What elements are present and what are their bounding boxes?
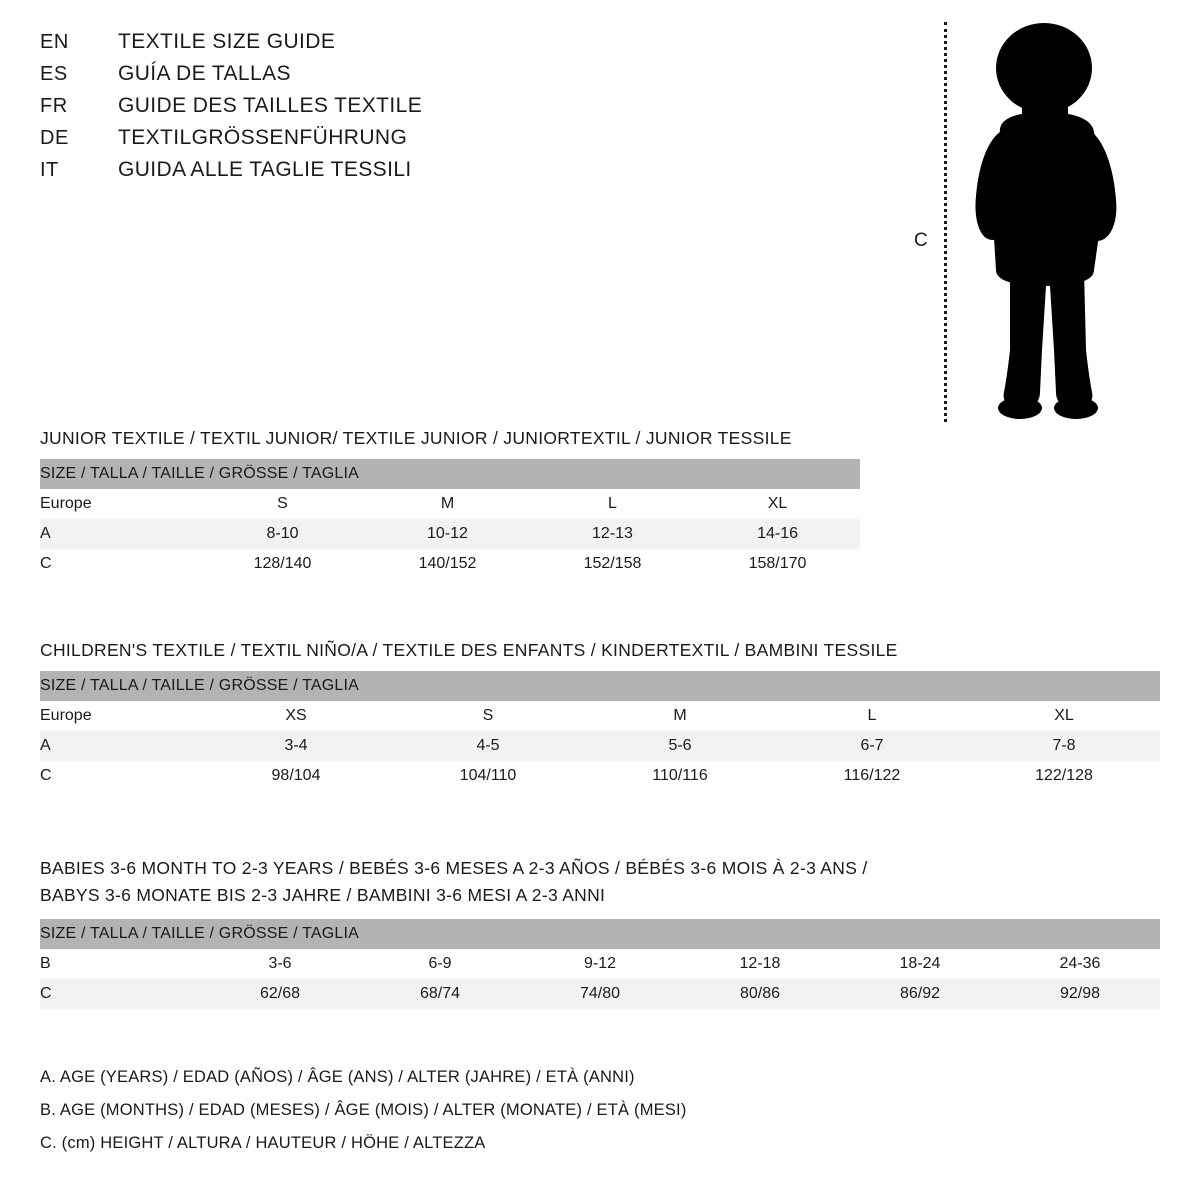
table-row [40,549,860,579]
row-label: A [40,519,200,549]
table-header-bar [40,671,1160,701]
table-row [40,701,1160,731]
cell-value: 12-13 [530,519,695,549]
cell-value: 14-16 [695,519,860,549]
height-dotted-line [944,22,947,422]
row-label: C [40,761,200,791]
table-header-bar [40,919,1160,949]
footnotes-block [40,1068,1160,1167]
footnote-a: A. AGE (YEARS) / EDAD (AÑOS) / ÂGE (ANS) / ALTER (JAHRE) / ETÀ (ANNI) [40,1068,635,1086]
language-code: ES [40,63,68,85]
cell-value: XL [695,489,860,519]
table-header-label: SIZE / TALLA / TAILLE / GRÖSSE / TAGLIA [40,459,860,489]
cell-value: L [776,701,968,731]
table-header-label: SIZE / TALLA / TAILLE / GRÖSSE / TAGLIA [40,671,1160,701]
section-childrens-textile [40,640,1160,791]
language-code: FR [40,95,68,117]
cell-value: 86/92 [840,979,1000,1009]
footnote-b: B. AGE (MONTHS) / EDAD (MESES) / ÂGE (MOIS) / ALTER (MONATE) / ETÀ (MESI) [40,1101,687,1119]
language-title: GUIDE DES TAILLES TEXTILE [118,94,423,117]
cell-value: 110/116 [584,761,776,791]
cell-value: 5-6 [584,731,776,761]
section-heading: CHILDREN'S TEXTILE / TEXTIL NIÑO/A / TEXTILE DES ENFANTS / KINDERTEXTIL / BAMBINI TESSILE [40,640,898,660]
language-title-block [40,30,660,190]
child-silhouette-icon [952,20,1152,420]
cell-value: 7-8 [968,731,1160,761]
table-header-bar [40,459,860,489]
language-title: GUIDA ALLE TAGLIE TESSILI [118,158,412,181]
cell-value: XS [200,701,392,731]
cell-value: 3-4 [200,731,392,761]
language-row [40,30,660,62]
row-label: Europe [40,701,200,731]
cell-value: 104/110 [392,761,584,791]
row-label: A [40,731,200,761]
cell-value: 8-10 [200,519,365,549]
cell-value: 9-12 [520,949,680,979]
section-heading: JUNIOR TEXTILE / TEXTIL JUNIOR/ TEXTILE JUNIOR / JUNIORTEXTIL / JUNIOR TESSILE [40,428,792,448]
cell-value: M [365,489,530,519]
childrens-size-table [40,671,1160,791]
language-title: TEXTILGRÖSSENFÜHRUNG [118,126,408,149]
cell-value: 6-9 [360,949,520,979]
measure-label-c: C [914,230,928,251]
table-row [40,979,1160,1009]
section-heading-line1: BABIES 3-6 MONTH TO 2-3 YEARS / BEBÉS 3-6 MESES A 2-3 AÑOS / BÉBÉS 3-6 MOIS À 2-3 ANS / [40,858,868,878]
cell-value: 116/122 [776,761,968,791]
cell-value: 158/170 [695,549,860,579]
row-label: C [40,549,200,579]
cell-value: 80/86 [680,979,840,1009]
section-babies-textile [40,855,1160,1009]
language-code: IT [40,159,59,181]
table-row [40,761,1160,791]
table-header-label: SIZE / TALLA / TAILLE / GRÖSSE / TAGLIA [40,919,1160,949]
cell-value: S [392,701,584,731]
cell-value: 68/74 [360,979,520,1009]
table-row [40,731,1160,761]
section-heading-line2: BABYS 3-6 MONATE BIS 2-3 JAHRE / BAMBINI 3-6 MESI A 2-3 ANNI [40,885,606,905]
section-junior-textile [40,428,1160,579]
cell-value: 24-36 [1000,949,1160,979]
cell-value: 98/104 [200,761,392,791]
cell-value: 18-24 [840,949,1000,979]
cell-value: 12-18 [680,949,840,979]
language-row [40,158,660,190]
junior-size-table [40,459,860,579]
language-row [40,62,660,94]
cell-value: 92/98 [1000,979,1160,1009]
cell-value: M [584,701,776,731]
cell-value: 140/152 [365,549,530,579]
section-heading [40,855,1160,909]
cell-value: 3-6 [200,949,360,979]
table-row [40,519,860,549]
row-label: Europe [40,489,200,519]
cell-value: 10-12 [365,519,530,549]
language-code: DE [40,127,69,149]
cell-value: 122/128 [968,761,1160,791]
cell-value: 74/80 [520,979,680,1009]
cell-value: S [200,489,365,519]
table-row [40,489,860,519]
cell-value: 62/68 [200,979,360,1009]
table-row [40,949,1160,979]
cell-value: L [530,489,695,519]
height-measurement-figure [900,12,1160,422]
language-code: EN [40,31,69,53]
row-label: C [40,979,200,1009]
row-label: B [40,949,200,979]
cell-value: 4-5 [392,731,584,761]
language-title: TEXTILE SIZE GUIDE [118,30,336,53]
cell-value: XL [968,701,1160,731]
footnote-c: C. (cm) HEIGHT / ALTURA / HAUTEUR / HÖHE / ALTEZZA [40,1134,486,1152]
babies-size-table [40,919,1160,1009]
cell-value: 128/140 [200,549,365,579]
language-row [40,94,660,126]
cell-value: 152/158 [530,549,695,579]
cell-value: 6-7 [776,731,968,761]
language-title: GUÍA DE TALLAS [118,62,291,85]
language-row [40,126,660,158]
